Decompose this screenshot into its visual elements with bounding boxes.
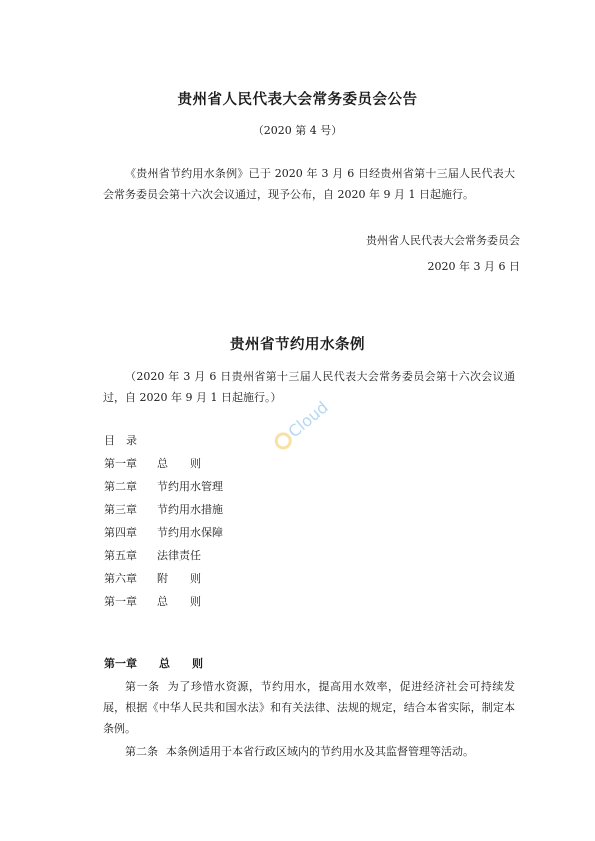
watermark-text: Cloud [284,397,332,442]
toc-item-number: 第二章 [104,480,137,493]
article-number: 第二条 [125,745,158,758]
toc-item-number: 第三章 [104,503,137,516]
chapter-heading: 第一章 总 则 [104,657,203,670]
toc-item [104,524,223,540]
toc-item [104,501,223,517]
toc-item-name: 节约用水管理 [157,480,223,493]
regulation-title: 贵州省节约用水条例 [230,337,365,353]
toc-heading: 目 录 [104,434,137,447]
announcement-body: 《贵州省节约用水条例》已于 2020 年 3 月 6 日经贵州省第十三届人民代表大会常务委员会第十六次会议通过，现予公布，自 2020 年 9 月 1 日起施行。 [103,167,515,201]
toc-item-number: 第六章 [104,572,137,585]
toc-item-number: 第一章 [104,457,137,470]
toc-item [104,455,201,471]
toc-item [104,478,223,494]
toc-item [104,547,201,563]
toc-item [104,570,201,586]
toc-item [104,593,201,609]
announcement-number: （2020 第 4 号） [252,124,343,137]
toc-item-name: 节约用水保障 [157,526,223,539]
toc-item-name: 法律责任 [157,549,201,562]
toc-item-number: 第一章 [104,595,137,608]
toc-item-name: 总 则 [157,595,201,608]
regulation-note: （2020 年 3 月 6 日贵州省第十三届人民代表大会常务委员会第十六次会议通过，自 2020 年 9 月 1 日起施行。） [103,370,515,404]
announcement-issuer: 贵州省人民代表大会常务委员会 [366,234,520,247]
toc-item-number: 第五章 [104,549,137,562]
toc-item-name: 附 则 [157,572,201,585]
article-text: 为了珍惜水资源，节约用水，提高用水效率，促进经济社会可持续发展，根据《中华人民共和国水法》和有关法律、法规的规定，结合本省实际，制定本条例。 [103,680,515,735]
toc-item-name: 节约用水措施 [157,503,223,516]
cloud-watermark-logo [262,376,352,466]
article-text: 本条例适用于本省行政区域内的节约用水及其监督管理等活动。 [166,745,474,758]
article [103,741,515,762]
toc-item-name: 总 则 [157,457,201,470]
toc-item-number: 第四章 [104,526,137,539]
article [103,676,515,739]
announcement-date: 2020 年 3 月 6 日 [427,260,520,273]
article-number: 第一条 [125,680,160,693]
announcement-title: 贵州省人民代表大会常务委员会公告 [177,92,418,108]
